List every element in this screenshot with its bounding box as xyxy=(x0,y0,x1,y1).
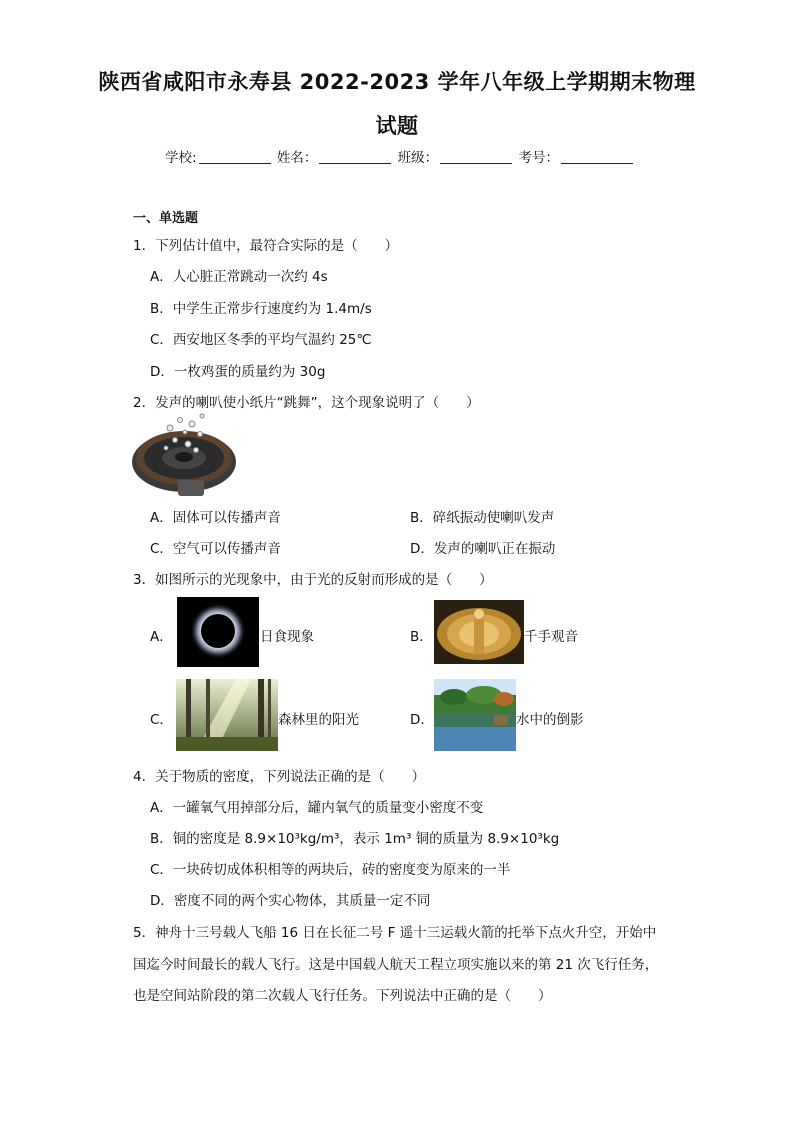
question-3-option-d-label: D． xyxy=(410,712,434,728)
question-1-option-a: A．人心脏正常跳动一次约 4s xyxy=(150,269,328,285)
exam-no-label: 考号： xyxy=(518,150,559,166)
section-heading: 一、单选题 xyxy=(133,211,199,226)
question-2-option-b: B．碎纸振动使喇叭发声 xyxy=(410,510,555,526)
water-reflection-image xyxy=(434,679,516,751)
question-1-option-b: B．中学生正常步行速度约为 1.4m/s xyxy=(150,301,372,317)
student-info xyxy=(165,146,635,166)
question-3-option-b-caption: 千手观音 xyxy=(524,629,578,645)
class-blank[interactable] xyxy=(440,149,512,164)
question-4-option-d: D．密度不同的两个实心物体，其质量一定不同 xyxy=(150,893,431,909)
page-title-line2: 试题 xyxy=(375,114,419,138)
question-3-option-a-caption: 日食现象 xyxy=(260,629,314,645)
thousand-hand-guanyin-image xyxy=(434,600,524,664)
question-3-option-b-label: B． xyxy=(410,629,433,645)
question-5-line2: 国迄今时间最长的载人飞行。这是中国载人航天工程立项实施以来的第 21 次飞行任务， xyxy=(133,957,659,973)
name-blank[interactable] xyxy=(319,149,391,164)
question-2-option-d: D．发声的喇叭正在振动 xyxy=(410,541,556,557)
question-2-option-a: A．固体可以传播声音 xyxy=(150,510,281,526)
question-3-option-a-label: A． xyxy=(150,629,173,645)
question-3-option-c-label: C． xyxy=(150,712,173,728)
question-3-option-c-caption: 森林里的阳光 xyxy=(278,712,359,728)
question-4-stem: 4．关于物质的密度，下列说法正确的是（ ） xyxy=(133,769,426,785)
page-title-line1: 陕西省咸阳市永寿县 2022-2023 学年八年级上学期期末物理 xyxy=(98,70,696,94)
question-2-stem: 2．发声的喇叭使小纸片“跳舞”，这个现象说明了（ ） xyxy=(133,395,480,411)
question-3-stem: 3．如图所示的光现象中，由于光的反射而形成的是（ ） xyxy=(133,572,493,588)
question-4-option-a: A．一罐氧气用掉部分后，罐内氧气的质量变小密度不变 xyxy=(150,800,484,816)
question-1-option-d: D．一枚鸡蛋的质量约为 30g xyxy=(150,364,326,380)
question-3-option-d-caption: 水中的倒影 xyxy=(516,712,584,728)
class-label: 班级： xyxy=(397,150,439,166)
question-1-stem: 1．下列估计值中，最符合实际的是（ ） xyxy=(133,238,399,254)
question-2-option-c: C．空气可以传播声音 xyxy=(150,541,281,557)
question-4-option-b: B．铜的密度是 8.9×10³kg/m³，表示 1m³ 铜的质量为 8.9×10³kg xyxy=(150,831,560,847)
speaker-image xyxy=(130,410,238,498)
school-label: 学校: xyxy=(165,150,197,166)
question-1-option-c: C．西安地区冬季的平均气温约 25℃ xyxy=(150,332,372,348)
question-5-line3: 也是空间站阶段的第二次载人飞行任务。下列说法中正确的是（ ） xyxy=(133,988,552,1004)
exam-no-blank[interactable] xyxy=(561,149,633,164)
question-5-line1: 5．神舟十三号载人飞船 16 日在长征二号 F 遥十三运载火箭的托举下点火升空，开始中 xyxy=(133,925,657,941)
forest-sunlight-image xyxy=(176,679,278,751)
solar-eclipse-image xyxy=(177,597,259,667)
name-label: 姓名： xyxy=(276,150,318,166)
school-blank[interactable] xyxy=(199,149,271,164)
question-4-option-c: C．一块砖切成体积相等的两块后，砖的密度变为原来的一半 xyxy=(150,862,511,878)
